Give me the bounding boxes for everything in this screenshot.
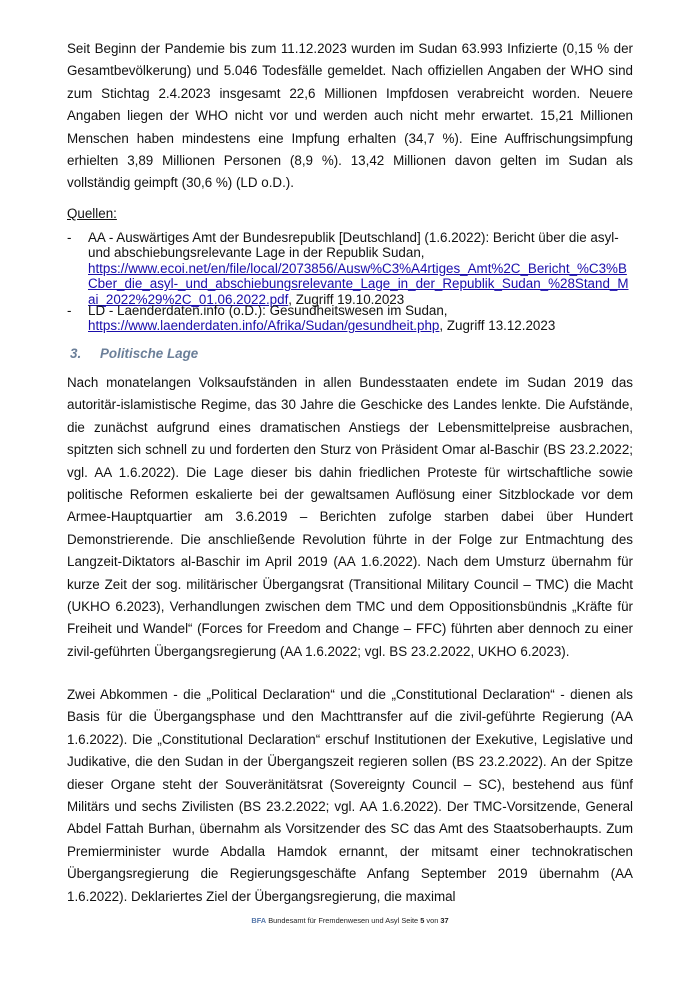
source-text: AA - Auswärtiges Amt der Bundesrepublik [Deutschland] (1.6.2022): Bericht über die asyl- und abschiebungsrelevante Lage in der Republik Sudan,: [88, 230, 619, 261]
footer-page-current: 5: [420, 916, 425, 925]
list-dash: -: [67, 303, 72, 318]
footer-page-word: Seite: [401, 916, 419, 925]
source-body: [88, 303, 633, 334]
section-heading: [67, 346, 198, 361]
source-link[interactable]: https://www.laenderdaten.info/Afrika/Sudan/gesundheit.php: [88, 318, 440, 334]
paragraph-revolution: Nach monatelangen Volksaufständen in allen Bundesstaaten endete im Sudan 2019 das autoritär-islamistische Regime, das 30 Jahre die Geschicke des Landes lenkte. Die Aufstände, die zunächst aufgrund eines dramatischen Anstiegs der Lebensmittelpreise ausbrachen, spitzten sich schnell zu und forderten den Sturz von Präsident Omar al-Baschir (BS 23.2.2022; vgl. AA 1.6.2022). Die Lage dieser bis dahin friedlichen Proteste für wirtschaftliche sowie politische Reformen eskalierte bei der gewaltsamen Auflösung einer Sitzblockade vor dem Armee-Hauptquartier am 3.6.2019 – Berichten zufolge starben dabei über Hundert Demonstrierende. Die anschließende Revolution führte in der Folge zur Entmachtung des Langzeit-Diktators al-Baschir im April 2019 (AA 1.6.2022). Nach dem Umsturz übernahm für kurze Zeit der sog. militärischer Übergangsrat (Transitional Military Council – TMC) die Macht (UKHO 6.2023), Verhandlungen zwischen dem TMC und dem Oppositionsbündnis „Kräfte für Freiheit und Wandel“ (Forces for Freedom and Change – FFC) führten aber dennoch zu einer zivil-geführten Übergangsregierung (AA 1.6.2022; vgl. BS 23.2.2022, UKHO 6.2023).: [67, 375, 633, 659]
footer-org-name: Bundesamt für Fremdenwesen und Asyl: [268, 916, 400, 925]
section-title: Politische Lage: [100, 346, 199, 361]
paragraph-covid: Seit Beginn der Pandemie bis zum 11.12.2023 wurden im Sudan 63.993 Infizierte (0,15 % der Gesamtbevölkerung) und 5.046 Todesfälle gemeldet. Nach offiziellen Angaben der WHO sind zum Stichtag 2.4.2023 insgesamt 22,6 Millionen Impfdosen verabreicht worden. Neuere Angaben liegen der WHO nicht vor und werden auch nicht mehr erwartet. 15,21 Millionen Menschen haben mindestens eine Impfung erhalten (34,7 %). Eine Auffrischungsimpfung erhielten 3,89 Millionen Personen (8,9 %). 13,42 Millionen davon gelten im Sudan als vollständig geimpft (30,6 %) (LD o.D.).: [67, 41, 633, 191]
source-link[interactable]: https://www.ecoi.net/en/file/local/2073856/Ausw%C3%A4rtiges_Amt%2C_Bericht_%C3%BCber_die_asyl-_und_abschiebungsrelevante_Lage_in_der_Republik_Sudan_%28Stand_Mai_2022%29%2C_01.06.2022.pdf: [88, 260, 629, 307]
list-dash: -: [67, 230, 72, 245]
footer-org-abbr: BFA: [251, 916, 267, 925]
paragraph-agreements: Zwei Abkommen - die „Political Declaration“ und die „Constitutional Declaration“ - dienen als Basis für die Übergangsphase und den Machttransfer auf die zivil-geführte Regierung (AA 1.6.2022). Die „Constitutional Declaration“ erschuf Institutionen der Exekutive, Legislative und Judikative, die den Sudan in der Übergangszeit regieren sollen (BS 23.2.2022). An der Spitze dieser Organe steht der Souveränitätsrat (Sovereignty Council – SC), bestehend aus fünf Militärs und sechs Zivilisten (BS 23.2.2022; vgl. AA 1.6.2022). Der TMC-Vorsitzende, General Abdel Fattah Burhan, übernahm als Vorsitzender des SC das Amt des Staatsoberhaupts. Zum Premierminister wurde Abdalla Hamdok ernannt, der mitsamt einer technokratischen Übergangsregierung die Regierungsgeschäfte Anfang September 2019 übernahm (AA 1.6.2022). Deklariertes Ziel der Übergangsregierung, die maximal: [67, 687, 633, 904]
section-number: 3.: [70, 346, 82, 361]
source-body: [88, 230, 633, 307]
source-access: , Zugriff 19.10.2023: [288, 291, 405, 307]
source-text: LD - Laenderdaten.info (o.D.): Gesundheitswesen im Sudan,: [88, 303, 448, 318]
page-footer: [0, 916, 700, 925]
sources-heading: Quellen:: [67, 206, 117, 221]
footer-page-total: 37: [440, 916, 449, 925]
source-access: , Zugriff 13.12.2023: [439, 318, 556, 334]
footer-page-of: von: [426, 916, 439, 925]
